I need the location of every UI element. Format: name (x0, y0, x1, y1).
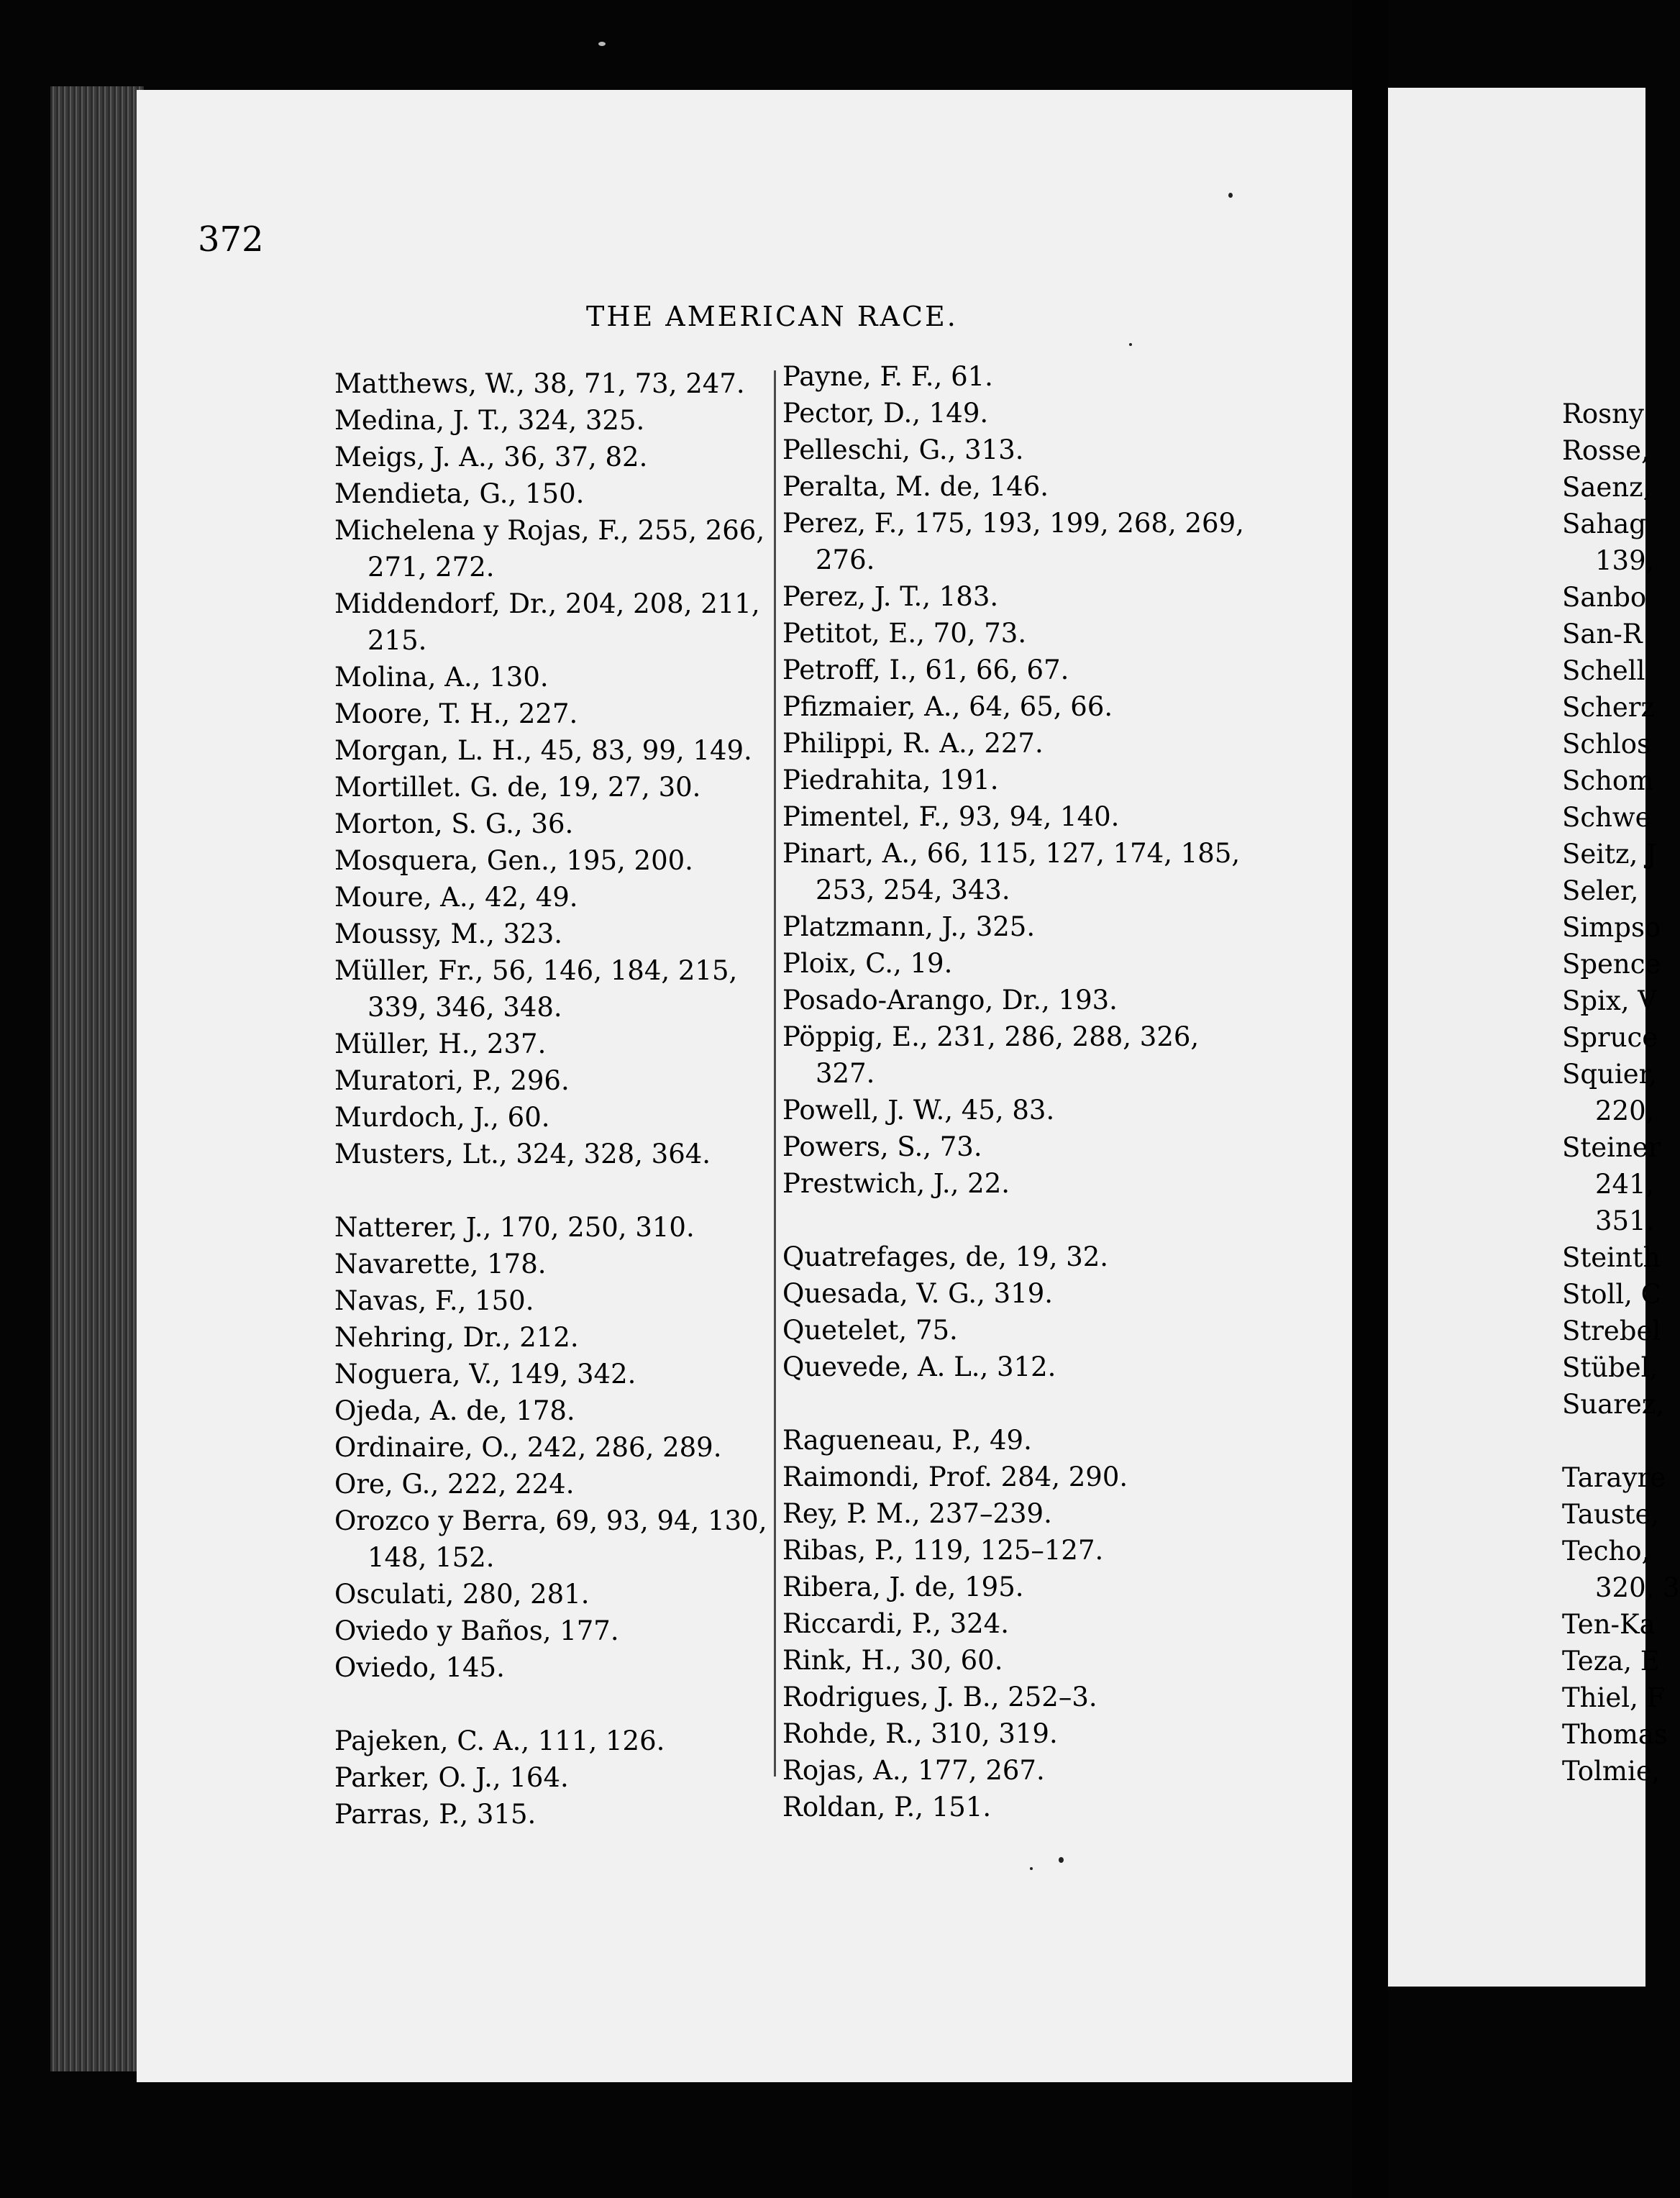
dust-speck (1228, 193, 1233, 198)
index-entry: Pajeken, C. A., 111, 126. (334, 1725, 665, 1756)
index-entry: Piedrahita, 191. (782, 765, 999, 795)
dust-speck (1030, 1867, 1033, 1870)
index-entry: Mosquera, Gen., 195, 200. (334, 845, 693, 876)
index-entry: Pfizmaier, A., 64, 65, 66. (782, 691, 1113, 722)
index-entry: Perez, F., 175, 193, 199, 268, 269, (782, 508, 1244, 539)
index-entry: Rey, P. M., 237–239. (782, 1498, 1052, 1529)
index-entry: Moure, A., 42, 49. (334, 882, 578, 913)
index-entry: Parker, O. J., 164. (334, 1762, 569, 1793)
index-entry: Pöppig, E., 231, 286, 288, 326, (782, 1021, 1200, 1052)
index-entry: Ojeda, A. de, 178. (334, 1395, 575, 1426)
index-entry-continuation: 220, (1595, 1095, 1655, 1126)
index-entry: Ribera, J. de, 195. (782, 1572, 1024, 1602)
index-entry: Techo, (1562, 1536, 1651, 1567)
index-entry-continuation: 148, 152. (368, 1542, 495, 1573)
index-entry: Pelleschi, G., 313. (782, 434, 1024, 465)
index-entry-continuation: 351. (1595, 1205, 1655, 1236)
index-entry: Posado-Arango, Dr., 193. (782, 985, 1118, 1016)
index-entry: Rosse, (1562, 435, 1650, 466)
index-entry: Seitz, J (1562, 839, 1657, 870)
index-entry: Müller, H., 237. (334, 1029, 547, 1059)
index-entry: Schom (1562, 765, 1654, 796)
index-entry: Strebel (1562, 1315, 1661, 1346)
index-entry: Saenz, (1562, 472, 1652, 503)
index-entry: Rodrigues, J. B., 252–3. (782, 1682, 1097, 1713)
index-entry: Simpso (1562, 912, 1661, 943)
index-entry: Thiel, F (1562, 1682, 1666, 1713)
index-entry: Ten-Ka (1562, 1609, 1656, 1640)
index-entry-continuation: 215. (368, 625, 427, 656)
index-entry: Moussy, M., 323. (334, 918, 563, 949)
index-entry: Pector, D., 149. (782, 398, 989, 429)
index-entry: Pimentel, F., 93, 94, 140. (782, 801, 1120, 832)
index-entry: Payne, F. F., 61. (782, 361, 993, 392)
index-entry: Rosny (1562, 398, 1644, 429)
index-entry-continuation: 271, 272. (368, 552, 495, 583)
index-entry: Mortillet. G. de, 19, 27, 30. (334, 772, 701, 803)
index-entry: Seler, (1562, 875, 1639, 906)
index-entry: Navas, F., 150. (334, 1285, 534, 1316)
index-entry: Molina, A., 130. (334, 662, 549, 693)
index-entry: Medina, J. T., 324, 325. (334, 405, 645, 436)
index-entry: Suarez, (1562, 1389, 1665, 1420)
index-entry: Thomas (1562, 1719, 1668, 1750)
index-entry: Petroff, I., 61, 66, 67. (782, 655, 1069, 685)
index-entry: Rojas, A., 177, 267. (782, 1755, 1045, 1786)
index-entry: Quesada, V. G., 319. (782, 1278, 1054, 1309)
index-entry: Petitot, E., 70, 73. (782, 618, 1027, 649)
index-entry-continuation: 327. (816, 1058, 875, 1089)
index-entry: Parras, P., 315. (334, 1799, 537, 1830)
section-gap (782, 1202, 1244, 1239)
index-entry: Mendieta, G., 150. (334, 478, 585, 509)
book-gutter (1352, 0, 1388, 2198)
index-entry: Steiner (1562, 1132, 1661, 1163)
section-gap (1562, 1423, 1680, 1459)
index-entry: Philippi, R. A., 227. (782, 728, 1044, 759)
index-entry: Schlos (1562, 729, 1651, 760)
index-entry: Matthews, W., 38, 71, 73, 247. (334, 368, 745, 399)
index-entry: Schell (1562, 655, 1645, 686)
index-entry: Michelena y Rojas, F., 255, 266, (334, 515, 765, 546)
index-entry: Scherz (1562, 692, 1655, 723)
index-entry: Teza, E (1562, 1646, 1660, 1677)
index-entry: Stübel, (1562, 1352, 1658, 1383)
section-gap (334, 1172, 767, 1209)
index-entry: Middendorf, Dr., 204, 208, 211, (334, 588, 760, 619)
index-entry: Müller, Fr., 56, 146, 184, 215, (334, 955, 738, 986)
index-entry: Roldan, P., 151. (782, 1792, 992, 1823)
column-rule (774, 370, 776, 1777)
index-entry: Spix, V (1562, 985, 1657, 1016)
index-entry: Powell, J. W., 45, 83. (782, 1095, 1055, 1126)
index-entry: Prestwich, J., 22. (782, 1168, 1010, 1199)
index-entry: Ragueneau, P., 49. (782, 1425, 1032, 1456)
index-entry-continuation: 320, 3 (1595, 1572, 1680, 1603)
index-entry: Steinth (1562, 1242, 1661, 1273)
index-column-b (782, 358, 1244, 1825)
index-entry: Sanbo (1562, 582, 1647, 613)
index-entry: Spruce (1562, 1022, 1658, 1053)
dust-speck (1059, 1857, 1064, 1863)
index-entry: Orozco y Berra, 69, 93, 94, 130, (334, 1505, 767, 1536)
index-entry: Oviedo y Baños, 177. (334, 1615, 619, 1646)
index-column-a (334, 365, 767, 1833)
section-gap (782, 1385, 1244, 1422)
index-entry: Rink, H., 30, 60. (782, 1645, 1003, 1676)
index-entry: Schwe (1562, 802, 1651, 833)
index-entry: Nehring, Dr., 212. (334, 1322, 579, 1353)
index-entry-continuation: 339, 346, 348. (368, 992, 562, 1023)
index-entry: Ribas, P., 119, 125–127. (782, 1535, 1104, 1566)
index-entry: Natterer, J., 170, 250, 310. (334, 1212, 695, 1243)
index-entry-continuation: 253, 254, 343. (816, 875, 1010, 906)
index-entry: Riccardi, P., 324. (782, 1608, 1009, 1639)
index-entry: Platzmann, J., 325. (782, 911, 1036, 942)
index-entry: Sahag (1562, 509, 1646, 539)
index-entry: Moore, T. H., 227. (334, 698, 578, 729)
index-entry: Meigs, J. A., 36, 37, 82. (334, 442, 648, 473)
index-entry: Osculati, 280, 281. (334, 1579, 590, 1610)
index-entry-continuation: 276. (816, 544, 875, 575)
dust-speck (1129, 343, 1132, 346)
index-entry-continuation: 241, (1595, 1169, 1655, 1200)
index-entry: Noguera, V., 149, 342. (334, 1359, 636, 1390)
index-entry: Powers, S., 73. (782, 1131, 982, 1162)
index-entry: Tauste, (1562, 1499, 1660, 1530)
page-number: 372 (198, 219, 264, 260)
section-gap (334, 1686, 767, 1723)
index-entry: Stoll, C (1562, 1279, 1661, 1310)
index-entry: Murdoch, J., 60. (334, 1102, 550, 1133)
index-entry: Quevede, A. L., 312. (782, 1351, 1056, 1382)
dust-speck (598, 42, 606, 46)
index-entry-continuation: 139, (1595, 545, 1655, 576)
index-entry: Peralta, M. de, 146. (782, 471, 1049, 502)
index-entry: Quetelet, 75. (782, 1315, 958, 1346)
index-entry: Ploix, C., 19. (782, 948, 953, 979)
index-entry: San-R (1562, 619, 1643, 649)
index-entry: Rohde, R., 310, 319. (782, 1718, 1058, 1749)
index-column-c-cropped (1562, 396, 1680, 1789)
index-entry: Musters, Lt., 324, 328, 364. (334, 1139, 711, 1169)
index-entry: Morgan, L. H., 45, 83, 99, 149. (334, 735, 752, 766)
index-entry: Ore, G., 222, 224. (334, 1469, 575, 1500)
index-entry: Oviedo, 145. (334, 1652, 505, 1683)
book-page-edges (50, 86, 144, 2071)
index-entry: Navarette, 178. (334, 1249, 547, 1280)
index-entry: Spence (1562, 949, 1661, 980)
index-entry: Morton, S. G., 36. (334, 808, 574, 839)
index-entry: Quatrefages, de, 19, 32. (782, 1241, 1109, 1272)
index-entry: Tolmie, (1562, 1756, 1661, 1787)
index-entry: Pinart, A., 66, 115, 127, 174, 185, (782, 838, 1241, 869)
index-entry: Tarayre (1562, 1462, 1666, 1493)
running-head: THE AMERICAN RACE. (586, 301, 958, 332)
index-entry: Ordinaire, O., 242, 286, 289. (334, 1432, 722, 1463)
index-entry: Squier, (1562, 1059, 1657, 1090)
index-entry: Perez, J. T., 183. (782, 581, 999, 612)
index-entry: Raimondi, Prof. 284, 290. (782, 1461, 1128, 1492)
index-entry: Muratori, P., 296. (334, 1065, 570, 1096)
